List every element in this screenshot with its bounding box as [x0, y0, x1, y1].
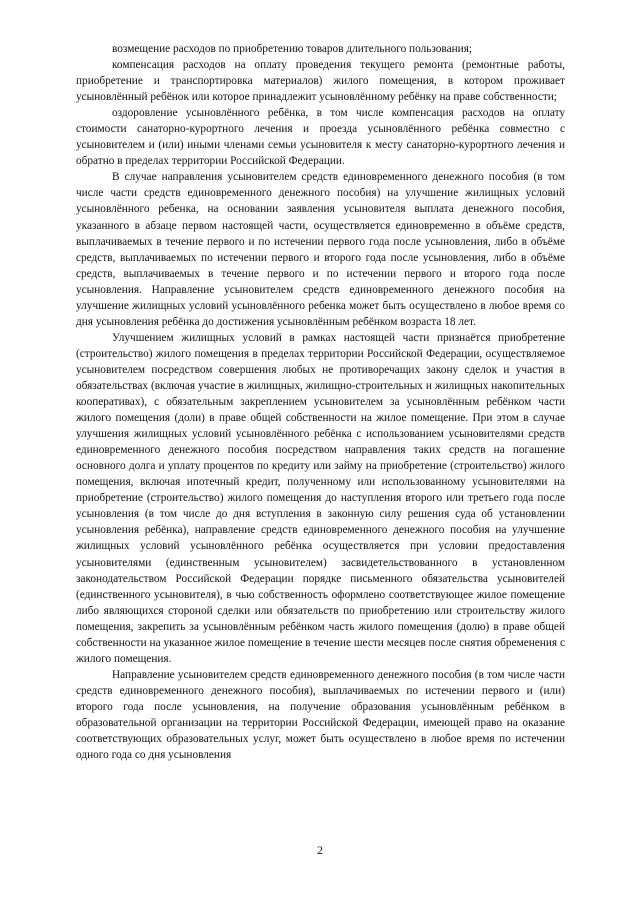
paragraph: оздоровление усыновлённого ребёнка, в том числе компенсация расходов на оплату стоимости санаторно-курортного лечения и проезда усыновлённого ребёнка совместно с усыновителем и (или) иными членами семьи усыновителя к месту санаторно-курортного лечения и обратно в пределах территории Российской Федерации. — [76, 107, 565, 168]
page-number: 2 — [317, 843, 323, 857]
paragraph: В случае направления усыновителем средств единовременного денежного пособия (в том числе части средств единовременного денежного пособия) на улучшение жилищных условий усыновлённого ребенка, на основании заявления усыновителя выплата денежного пособия, указанного в абзаце первом настоящей части, осуществляется единовременно в объёме средств, выплачиваемых в течение первого и по истечении первого года после усыновления, либо в объёме средств, выплачиваемых по истечении первого и второго года после усыновления, либо в объёме средств, выплачиваемых в течение первого и по истечении первого и второго года после усыновления. Направление усыновителем средств единовременного денежного пособия на улучшение жилищных условий усыновлённого ребенка может быть осуществлено в любое время со дня усыновления ребёнка до достижения усыновлённым ребёнком возраста 18 лет. — [76, 171, 565, 328]
paragraph: возмещение расходов по приобретению товаров длительного пользования; — [112, 43, 473, 55]
document-body — [76, 41, 565, 763]
paragraph: Улучшением жилищных условий в рамках настоящей части признаётся приобретение (строительство) жилого помещения в пределах территории Российской Федерации, осуществляемое усыновителем посредством совершения любых не противоречащих закону сделок и участия в обязательствах (включая участие в жилищных, жилищно-строительных и жилищных накопительных кооперативах), с обязательным закреплением усыновителем за усыновлённым ребёнком части жилого помещения (доли) в праве общей собственности на жилое помещение. При этом в случае улучшения жилищных условий усыновлённого ребёнка с использованием усыновителями средств единовременного денежного пособия посредством направления таких средств на погашение основного долга и уплату процентов по кредиту или займу на приобретение (строительство) жилого помещения, включая ипотечный кредит, полученному или использованному усыновителями на приобретение (строительство) жилого помещения до наступления второго или третьего года после усыновления (в том числе до дня вступления в законную силу решения суда об установлении усыновления ребёнка), направление средств единовременного денежного пособия на улучшение жилищных условий усыновлённого ребёнка осуществляется при условии предоставления усыновителями (единственным усыновителем) засвидетельствованного в установленном законодательством Российской Федерации порядке письменного обязательства усыновителей (единственного усыновителя), в чью собственность оформлено соответствующее жилое помещение либо являющихся стороной сделки или обязательств по приобретению или строительству жилого помещения, закрепить за усыновлённым ребёнком часть жилого помещения (долю) в праве общей собственности на указанное жилое помещение в течение шести месяцев после снятия обременения с жилого помещения. — [76, 331, 565, 665]
paragraph: компенсация расходов на оплату проведения текущего ремонта (ремонтные работы, приобретение и транспортировка материалов) жилого помещения, в котором проживает усыновлённый ребёнок или которое принадлежит усыновлённому ребёнку на праве собственности; — [76, 59, 565, 104]
paragraph: Направление усыновителем средств единовременного денежного пособия (в том числе части средств единовременного денежного пособия), выплачиваемых по истечении первого и (или) второго года после усыновления, на получение образования усыновлённым ребёнком в образовательной организации на территории Российской Федерации, имеющей право на оказание соответствующих образовательных услуг, может быть осуществлено в любое время по истечении одного года со дня усыновления — [76, 668, 565, 762]
